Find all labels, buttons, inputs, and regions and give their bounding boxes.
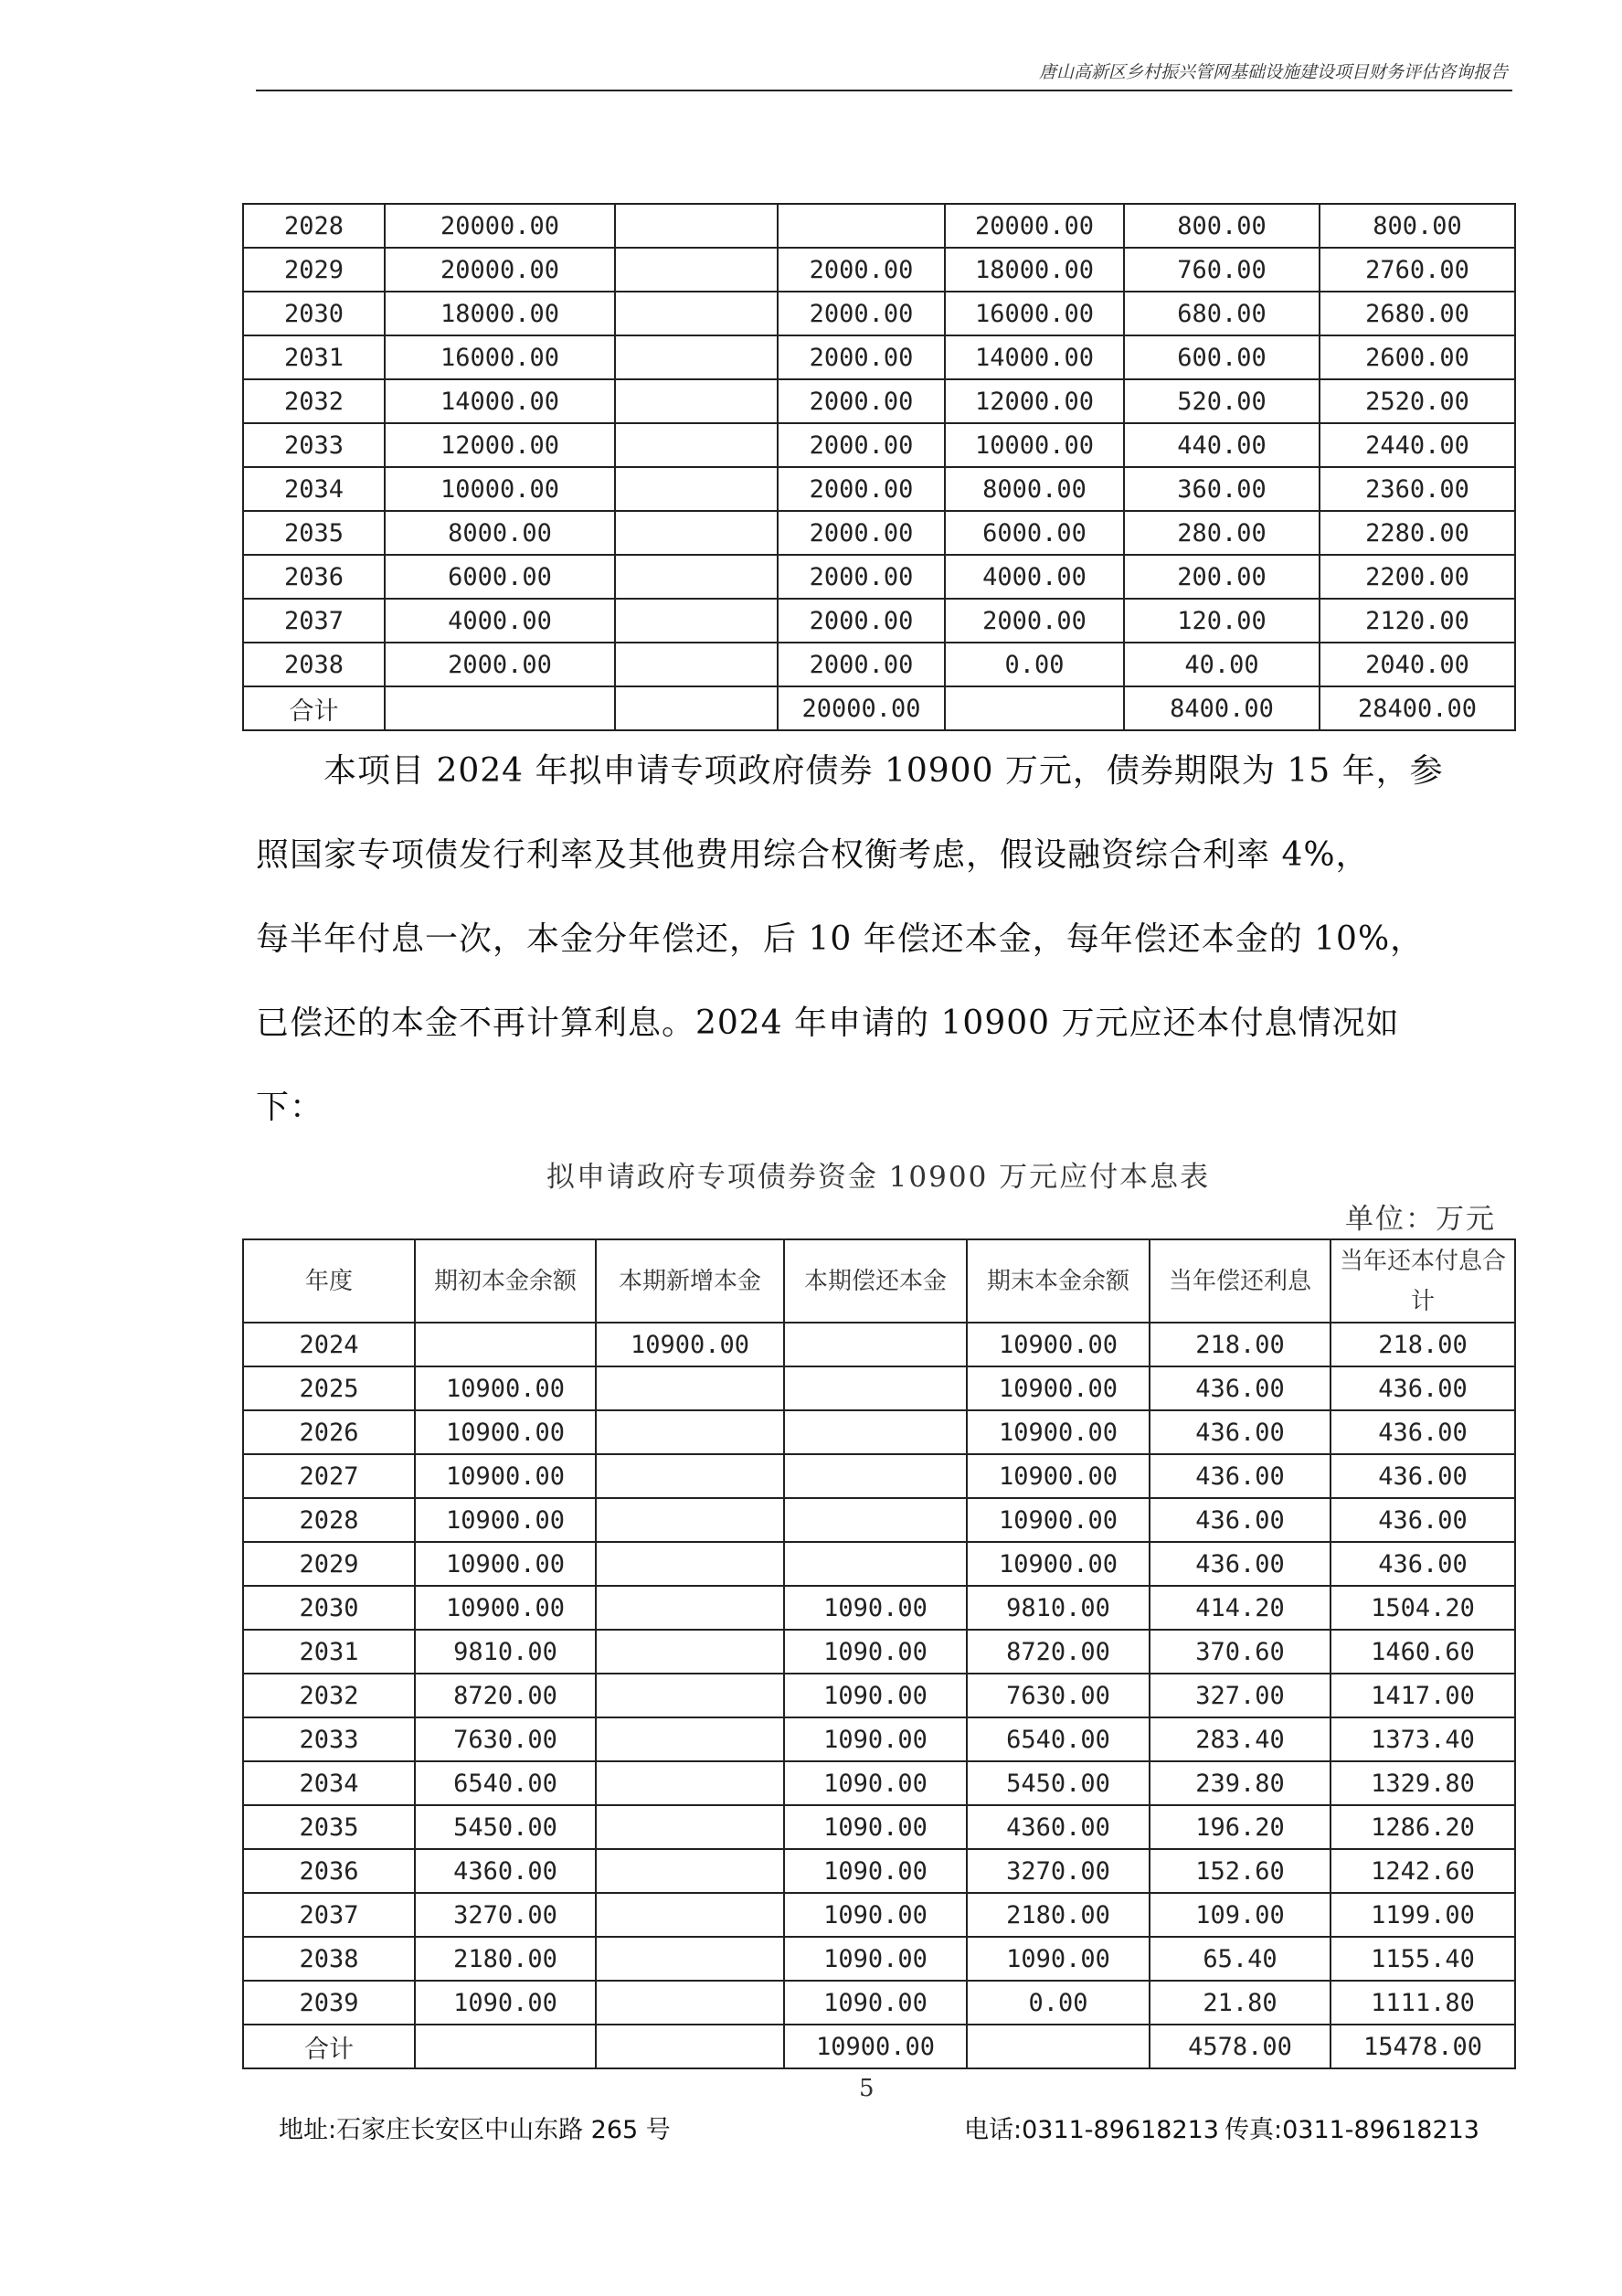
- table-cell: 合计: [243, 686, 385, 730]
- table-cell: 10900.00: [967, 1366, 1150, 1410]
- table-row: [243, 1717, 1515, 1761]
- table-cell: 2032: [243, 379, 385, 423]
- table-row: [243, 1805, 1515, 1849]
- body-paragraph: [256, 729, 1517, 1150]
- table-cell: 152.60: [1150, 1849, 1330, 1893]
- table-cell: [615, 555, 778, 599]
- table-cell: 18000.00: [385, 292, 615, 335]
- table-cell: 2000.00: [778, 335, 945, 379]
- table-row: [243, 1323, 1515, 1366]
- table-cell: [615, 292, 778, 335]
- table-cell: [596, 1454, 784, 1498]
- table-header-row: [243, 1239, 1515, 1323]
- table-cell: 2000.00: [778, 555, 945, 599]
- table-cell: 2680.00: [1320, 292, 1515, 335]
- table-cell: 1090.00: [784, 1586, 967, 1630]
- footer-address: 地址:石家庄长安区中山东路 265 号: [279, 2116, 671, 2144]
- table-cell: [778, 204, 945, 248]
- table-cell: 16000.00: [945, 292, 1124, 335]
- table-cell: 2027: [243, 1454, 415, 1498]
- column-header: 年度: [243, 1239, 415, 1323]
- table-row: [243, 643, 1515, 686]
- table-row: [243, 1761, 1515, 1805]
- table-cell: [615, 335, 778, 379]
- paragraph-line: 下：: [256, 1089, 324, 1126]
- table-cell: [615, 599, 778, 643]
- table-cell: 436.00: [1330, 1542, 1515, 1586]
- table-cell: 1090.00: [967, 1937, 1150, 1981]
- table-row: [243, 1674, 1515, 1717]
- table-cell: 436.00: [1330, 1454, 1515, 1498]
- table-cell: 7630.00: [967, 1674, 1150, 1717]
- table-cell: 2000.00: [778, 248, 945, 292]
- table-cell: 4360.00: [415, 1849, 596, 1893]
- table-cell: 2000.00: [778, 511, 945, 555]
- table-cell: 327.00: [1150, 1674, 1330, 1717]
- table-cell: 8720.00: [415, 1674, 596, 1717]
- table-cell: [784, 1454, 967, 1498]
- table-cell: 2520.00: [1320, 379, 1515, 423]
- table-cell: 2360.00: [1320, 467, 1515, 511]
- table-row: [243, 2025, 1515, 2068]
- table-cell: 2024: [243, 1323, 415, 1366]
- table-cell: 10900.00: [967, 1542, 1150, 1586]
- table-cell: 2026: [243, 1410, 415, 1454]
- header-divider: [256, 90, 1512, 91]
- table-cell: 4360.00: [967, 1805, 1150, 1849]
- table-cell: [784, 1323, 967, 1366]
- table-cell: [596, 1586, 784, 1630]
- table-cell: [784, 1366, 967, 1410]
- table-cell: 2000.00: [778, 292, 945, 335]
- table-cell: 9810.00: [415, 1630, 596, 1674]
- table-cell: 10900.00: [415, 1454, 596, 1498]
- table-cell: 12000.00: [385, 423, 615, 467]
- table-cell: 2600.00: [1320, 335, 1515, 379]
- table-cell: 2028: [243, 204, 385, 248]
- table-cell: 2000.00: [778, 423, 945, 467]
- table-cell: 1090.00: [415, 1981, 596, 2025]
- table-cell: 2030: [243, 1586, 415, 1630]
- table-cell: 8400.00: [1124, 686, 1320, 730]
- table-cell: 2280.00: [1320, 511, 1515, 555]
- table-cell: 1373.40: [1330, 1717, 1515, 1761]
- table-cell: 109.00: [1150, 1893, 1330, 1937]
- table-cell: 414.20: [1150, 1586, 1330, 1630]
- table-cell: 436.00: [1150, 1498, 1330, 1542]
- table-cell: 1199.00: [1330, 1893, 1515, 1937]
- table-cell: 2025: [243, 1366, 415, 1410]
- table-row: [243, 1937, 1515, 1981]
- unit-label: 单位：万元: [1345, 1203, 1496, 1236]
- table-cell: 0.00: [945, 643, 1124, 686]
- table-cell: 2035: [243, 1805, 415, 1849]
- table-cell: 2000.00: [385, 643, 615, 686]
- table-cell: 1090.00: [784, 1893, 967, 1937]
- table-row: [243, 1498, 1515, 1542]
- table-cell: 1504.20: [1330, 1586, 1515, 1630]
- table-cell: 8000.00: [385, 511, 615, 555]
- table-row: [243, 1454, 1515, 1498]
- table-cell: 2180.00: [967, 1893, 1150, 1937]
- table-cell: 436.00: [1150, 1542, 1330, 1586]
- table-cell: 2120.00: [1320, 599, 1515, 643]
- table-caption: 拟申请政府专项债券资金 10900 万元应付本息表: [546, 1161, 1211, 1194]
- table-cell: [615, 643, 778, 686]
- paragraph-line: 照国家专项债发行利率及其他费用综合权衡考虑，假设融资综合利率 4%，: [256, 836, 1370, 874]
- table-cell: 440.00: [1124, 423, 1320, 467]
- table-cell: [615, 467, 778, 511]
- table-row: [243, 379, 1515, 423]
- table-cell: 10900.00: [967, 1323, 1150, 1366]
- table-cell: 2035: [243, 511, 385, 555]
- table-cell: 合计: [243, 2025, 415, 2068]
- table-cell: 15478.00: [1330, 2025, 1515, 2068]
- table-cell: [596, 1805, 784, 1849]
- table-cell: 2031: [243, 335, 385, 379]
- table-cell: 1090.00: [784, 1761, 967, 1805]
- table-cell: 760.00: [1124, 248, 1320, 292]
- footer-phone: 电话:0311-89618213: [964, 2116, 1219, 2144]
- table-cell: 680.00: [1124, 292, 1320, 335]
- footer-fax: 传真:0311-89618213: [1224, 2116, 1479, 2144]
- table-cell: 20000.00: [778, 686, 945, 730]
- table-cell: 1090.00: [784, 1805, 967, 1849]
- table-cell: 20000.00: [385, 204, 615, 248]
- table-cell: 2180.00: [415, 1937, 596, 1981]
- table-cell: [784, 1498, 967, 1542]
- table-cell: 2038: [243, 1937, 415, 1981]
- table-cell: 2037: [243, 599, 385, 643]
- table-cell: 1111.80: [1330, 1981, 1515, 2025]
- table-cell: 280.00: [1124, 511, 1320, 555]
- column-header: 当年偿还利息: [1150, 1239, 1330, 1323]
- table-cell: 436.00: [1330, 1498, 1515, 1542]
- repayment-table-continued: [242, 203, 1516, 731]
- table-cell: 800.00: [1320, 204, 1515, 248]
- table-cell: 10900.00: [415, 1498, 596, 1542]
- table-cell: 2033: [243, 1717, 415, 1761]
- table-row: [243, 248, 1515, 292]
- table-cell: 2000.00: [778, 467, 945, 511]
- table-cell: 2038: [243, 643, 385, 686]
- table-row: [243, 292, 1515, 335]
- table-cell: 10900.00: [415, 1586, 596, 1630]
- table-cell: 520.00: [1124, 379, 1320, 423]
- table-row: [243, 1366, 1515, 1410]
- table-cell: 6000.00: [945, 511, 1124, 555]
- table-cell: 3270.00: [415, 1893, 596, 1937]
- table-row: [243, 1630, 1515, 1674]
- column-header: 期初本金余额: [415, 1239, 596, 1323]
- interest-schedule-table: [242, 1238, 1516, 2069]
- table-cell: [596, 1981, 784, 2025]
- table-row: [243, 1586, 1515, 1630]
- table-cell: 0.00: [967, 1981, 1150, 2025]
- table-cell: [615, 686, 778, 730]
- paragraph-line: 每半年付息一次，本金分年偿还，后 10 年偿还本金，每年偿还本金的 10%，: [256, 920, 1425, 958]
- table-cell: 20000.00: [385, 248, 615, 292]
- column-header: 当年还本付息合计: [1330, 1239, 1515, 1323]
- table-cell: 2029: [243, 248, 385, 292]
- table-cell: [596, 1937, 784, 1981]
- page-number: 5: [859, 2075, 875, 2102]
- table-cell: [596, 1366, 784, 1410]
- table-cell: [596, 1630, 784, 1674]
- table-row: [243, 423, 1515, 467]
- table-cell: [784, 1410, 967, 1454]
- column-header: 本期新增本金: [596, 1239, 784, 1323]
- table-cell: 436.00: [1150, 1454, 1330, 1498]
- table-cell: 65.40: [1150, 1937, 1330, 1981]
- table-cell: 16000.00: [385, 335, 615, 379]
- table-cell: 2029: [243, 1542, 415, 1586]
- table-cell: 360.00: [1124, 467, 1320, 511]
- paragraph-line: 已偿还的本金不再计算利息。2024 年申请的 10900 万元应还本付息情况如: [256, 1004, 1400, 1042]
- table-cell: 2030: [243, 292, 385, 335]
- table-cell: 2034: [243, 467, 385, 511]
- table-cell: [596, 2025, 784, 2068]
- table-cell: 1286.20: [1330, 1805, 1515, 1849]
- column-header: 本期偿还本金: [784, 1239, 967, 1323]
- table-cell: [615, 511, 778, 555]
- table-cell: 600.00: [1124, 335, 1320, 379]
- table-row: [243, 555, 1515, 599]
- table-cell: 14000.00: [385, 379, 615, 423]
- table-cell: 1460.60: [1330, 1630, 1515, 1674]
- table-cell: 5450.00: [967, 1761, 1150, 1805]
- table-cell: [596, 1542, 784, 1586]
- table-cell: 2040.00: [1320, 643, 1515, 686]
- table-row: [243, 467, 1515, 511]
- table-cell: 1329.80: [1330, 1761, 1515, 1805]
- table-cell: [615, 204, 778, 248]
- table-cell: 2760.00: [1320, 248, 1515, 292]
- table-cell: 2039: [243, 1981, 415, 2025]
- table-cell: [596, 1761, 784, 1805]
- table-cell: 40.00: [1124, 643, 1320, 686]
- table-cell: 9810.00: [967, 1586, 1150, 1630]
- table-cell: [415, 1323, 596, 1366]
- table-cell: 1090.00: [784, 1981, 967, 2025]
- table-cell: 2037: [243, 1893, 415, 1937]
- table-cell: 218.00: [1150, 1323, 1330, 1366]
- table-cell: [596, 1498, 784, 1542]
- table-cell: 436.00: [1330, 1410, 1515, 1454]
- table-cell: 14000.00: [945, 335, 1124, 379]
- table-cell: [596, 1717, 784, 1761]
- table-cell: 2033: [243, 423, 385, 467]
- table-cell: 218.00: [1330, 1323, 1515, 1366]
- table-cell: 1155.40: [1330, 1937, 1515, 1981]
- table-cell: 1090.00: [784, 1849, 967, 1893]
- table-cell: 436.00: [1330, 1366, 1515, 1410]
- table-cell: [385, 686, 615, 730]
- table-row: [243, 1981, 1515, 2025]
- table-cell: 28400.00: [1320, 686, 1515, 730]
- table-cell: 12000.00: [945, 379, 1124, 423]
- table-row: [243, 204, 1515, 248]
- table-cell: 1090.00: [784, 1674, 967, 1717]
- table-cell: 2200.00: [1320, 555, 1515, 599]
- table-cell: 370.60: [1150, 1630, 1330, 1674]
- table-cell: [415, 2025, 596, 2068]
- table-cell: 10900.00: [596, 1323, 784, 1366]
- table-cell: 20000.00: [945, 204, 1124, 248]
- table-cell: 10900.00: [415, 1366, 596, 1410]
- table-cell: 10900.00: [967, 1410, 1150, 1454]
- table-cell: 4000.00: [945, 555, 1124, 599]
- table-cell: 2028: [243, 1498, 415, 1542]
- table-cell: 2440.00: [1320, 423, 1515, 467]
- table-row: [243, 1893, 1515, 1937]
- table-cell: 2000.00: [778, 379, 945, 423]
- table-cell: 3270.00: [967, 1849, 1150, 1893]
- table-cell: 6000.00: [385, 555, 615, 599]
- table-cell: 239.80: [1150, 1761, 1330, 1805]
- table-cell: 4000.00: [385, 599, 615, 643]
- table-cell: [596, 1849, 784, 1893]
- table-cell: 2036: [243, 555, 385, 599]
- table-cell: 5450.00: [415, 1805, 596, 1849]
- table-cell: 2032: [243, 1674, 415, 1717]
- table-cell: 2031: [243, 1630, 415, 1674]
- table-cell: 8720.00: [967, 1630, 1150, 1674]
- table-cell: 436.00: [1150, 1366, 1330, 1410]
- table-cell: 1090.00: [784, 1937, 967, 1981]
- table-cell: [784, 1542, 967, 1586]
- table-cell: 2000.00: [778, 643, 945, 686]
- table-row: [243, 1542, 1515, 1586]
- table-cell: 196.20: [1150, 1805, 1330, 1849]
- table-cell: 10900.00: [415, 1410, 596, 1454]
- column-header: 期末本金余额: [967, 1239, 1150, 1323]
- table-cell: 10900.00: [967, 1454, 1150, 1498]
- table-cell: 10000.00: [945, 423, 1124, 467]
- running-header: 唐山高新区乡村振兴管网基础设施建设项目财务评估咨询报告: [1038, 62, 1508, 82]
- table-cell: [615, 248, 778, 292]
- table-cell: 10900.00: [967, 1498, 1150, 1542]
- table-cell: 2036: [243, 1849, 415, 1893]
- table-cell: 21.80: [1150, 1981, 1330, 2025]
- table-cell: 2000.00: [778, 599, 945, 643]
- table-cell: 18000.00: [945, 248, 1124, 292]
- paragraph-line: 本项目 2024 年拟申请专项政府债券 10900 万元，债券期限为 15 年，参: [256, 752, 1444, 790]
- table-cell: 10900.00: [415, 1542, 596, 1586]
- table-cell: 200.00: [1124, 555, 1320, 599]
- table-b-body: [243, 1323, 1515, 2068]
- table-row: [243, 599, 1515, 643]
- table-cell: 283.40: [1150, 1717, 1330, 1761]
- table-row: [243, 1849, 1515, 1893]
- table-cell: 10000.00: [385, 467, 615, 511]
- table-cell: [945, 686, 1124, 730]
- table-cell: 2034: [243, 1761, 415, 1805]
- table-cell: 1417.00: [1330, 1674, 1515, 1717]
- table-row: [243, 686, 1515, 730]
- table-cell: 800.00: [1124, 204, 1320, 248]
- table-cell: 4578.00: [1150, 2025, 1330, 2068]
- table-cell: [615, 379, 778, 423]
- table-row: [243, 1410, 1515, 1454]
- table-cell: 436.00: [1150, 1410, 1330, 1454]
- table-row: [243, 511, 1515, 555]
- table-cell: 8000.00: [945, 467, 1124, 511]
- table-cell: 10900.00: [784, 2025, 967, 2068]
- table-row: [243, 335, 1515, 379]
- table-a-body: [243, 204, 1515, 730]
- table-cell: 7630.00: [415, 1717, 596, 1761]
- table-cell: [967, 2025, 1150, 2068]
- table-cell: 120.00: [1124, 599, 1320, 643]
- table-cell: [596, 1893, 784, 1937]
- table-cell: 6540.00: [415, 1761, 596, 1805]
- table-cell: 2000.00: [945, 599, 1124, 643]
- table-cell: [615, 423, 778, 467]
- table-cell: [596, 1674, 784, 1717]
- table-cell: 6540.00: [967, 1717, 1150, 1761]
- table-cell: 1242.60: [1330, 1849, 1515, 1893]
- table-cell: 1090.00: [784, 1717, 967, 1761]
- table-cell: 1090.00: [784, 1630, 967, 1674]
- table-cell: [596, 1410, 784, 1454]
